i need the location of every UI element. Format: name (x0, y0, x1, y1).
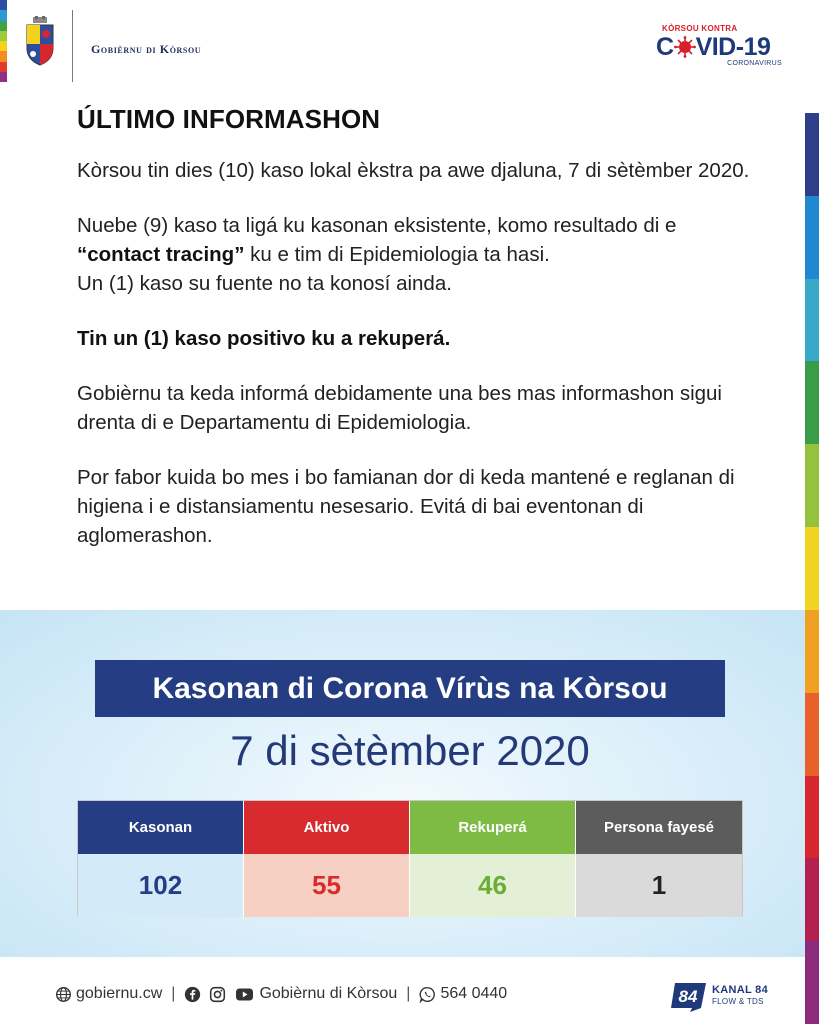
korsou-kontra-covid-logo (656, 24, 786, 70)
paragraph-hygiene-advice: Por fabor kuida bo mes i bo famianan dor di keda mantené e reglanan di higiena i e distansiamentu nesesario. Evitá di bai eventonan di aglomerashon. (77, 466, 735, 547)
left-stripe-segment (0, 31, 7, 41)
right-stripe-segment (805, 196, 819, 279)
value-kasonan: 102 (78, 854, 244, 917)
right-stripe-segment (805, 444, 819, 527)
paragraph-recovered (77, 324, 757, 353)
report-date: 7 di sètèmber 2020 (230, 727, 590, 774)
value-persona-fayese: 1 (576, 854, 742, 917)
left-color-stripe (0, 0, 7, 82)
right-stripe-segment (805, 858, 819, 941)
covid-logo-prefix: C (656, 33, 674, 61)
covid-logo-subtitle: CORONAVIRUS (727, 60, 782, 67)
header-aktivo: Aktivo (244, 801, 410, 854)
right-stripe-segment (805, 610, 819, 693)
globe-icon (55, 986, 72, 1003)
paragraph-information: Gobièrnu ta keda informá debidamente una bes mas informashon sigui drenta di e Departamentu di Epidemiologia. (77, 382, 722, 434)
left-stripe-segment (0, 0, 7, 10)
article-title: ÚLTIMO INFORMASHON (77, 104, 381, 134)
right-stripe-segment (805, 527, 819, 610)
right-color-stripe (805, 113, 819, 1024)
right-stripe-segment (805, 113, 819, 196)
footer-separator: | (171, 985, 176, 1002)
right-stripe-segment (805, 941, 819, 1024)
left-stripe-segment (0, 72, 7, 82)
kanal-subtitle: FLOW & TDS (712, 997, 764, 1006)
covid-logo-top-text: KÒRSOU KONTRA (662, 24, 738, 33)
value-rekupera: 46 (410, 854, 576, 917)
recovered-emphasis: Tin un (1) kaso positivo ku a rekuperá. (77, 327, 451, 350)
youtube-icon[interactable] (234, 986, 255, 1003)
paragraph-text: Nuebe (9) kaso ta ligá ku kasonan eksistente, komo resultado di e (77, 214, 677, 237)
footer-separator: | (406, 985, 411, 1002)
header-persona-fayese: Persona fayesé (576, 801, 742, 854)
footer-contact-bar (55, 985, 507, 1003)
paragraph-new-cases: Kòrsou tin dies (10) kaso lokal èkstra pa awe djaluna, 7 di sètèmber 2020. (77, 159, 750, 182)
paragraph-text: Un (1) kaso su fuente no ta konosí ainda. (77, 272, 452, 295)
kanal-title: KANAL 84 (712, 984, 768, 996)
kanal-84-logo (670, 980, 780, 1016)
facebook-icon[interactable] (184, 986, 201, 1003)
coat-of-arms-icon (24, 16, 56, 66)
left-stripe-segment (0, 21, 7, 31)
social-handle[interactable]: Gobièrnu di Kòrsou (259, 985, 398, 1002)
right-stripe-segment (805, 279, 819, 362)
kanal-badge-text: 84 (678, 987, 698, 1006)
whatsapp-icon (419, 986, 436, 1003)
covid-logo-suffix: VID-19 (695, 33, 771, 61)
header-kasonan: Kasonan (78, 801, 244, 854)
right-stripe-segment (805, 361, 819, 444)
article-content (77, 104, 757, 576)
instagram-icon[interactable] (209, 986, 226, 1003)
right-stripe-segment (805, 776, 819, 859)
value-aktivo: 55 (244, 854, 410, 917)
cases-table (77, 800, 743, 916)
paragraph-text: ku e tim di Epidemiologia ta hasi. (244, 243, 550, 266)
government-name: Gobièrnu di Kòrsou (91, 42, 202, 56)
kanal-84-badge-icon (670, 980, 708, 1014)
left-stripe-segment (0, 62, 7, 72)
website-link[interactable]: gobiernu.cw (76, 985, 163, 1002)
contact-tracing-emphasis: “contact tracing” (77, 243, 245, 266)
left-stripe-segment (0, 41, 7, 51)
header-rekupera: Rekuperá (410, 801, 576, 854)
left-stripe-segment (0, 51, 7, 61)
left-stripe-segment (0, 10, 7, 20)
right-stripe-segment (805, 693, 819, 776)
virus-icon (674, 36, 696, 58)
paragraph-contact-tracing (77, 211, 757, 298)
header-divider (72, 10, 73, 82)
phone-number[interactable]: 564 0440 (440, 985, 508, 1002)
cases-banner: Kasonan di Corona Vírùs na Kòrsou (95, 660, 725, 717)
covid-logo-main-text (656, 33, 770, 62)
